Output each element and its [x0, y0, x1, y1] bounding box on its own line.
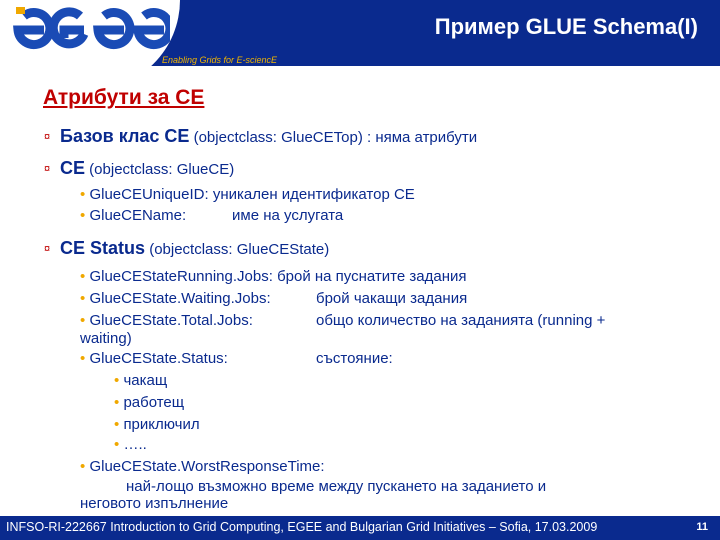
- slide-header: [0, 0, 720, 66]
- state-attr-total-cont: waiting): [80, 330, 132, 347]
- state-attr-waiting: • GlueCEState.Waiting.Jobs: брой чакащи задания: [80, 290, 468, 307]
- bullet-icon: ¤: [44, 243, 51, 255]
- state-attr-status: • GlueCEState.Status: състояние:: [80, 350, 393, 367]
- slide-footer: [0, 516, 720, 540]
- bullet-icon: ¤: [44, 163, 51, 175]
- status-value: • чакащ: [114, 372, 168, 389]
- state-attr-worst-time: • GlueCEState.WorstResponseTime:: [80, 458, 325, 475]
- worst-time-desc: най-лощо възможно време между пускането на заданието и: [126, 478, 547, 495]
- footer-text: INFSO-RI-222667 Introduction to Grid Computing, EGEE and Bulgarian Grid Initiatives – Sofia, 17.03.2009: [6, 520, 598, 534]
- bullet-icon: ¤: [44, 131, 51, 143]
- bullet-text: CE (objectclass: GlueCE): [60, 158, 235, 178]
- bullet-text: CE Status (objectclass: GlueCEState): [60, 238, 330, 258]
- status-value: • …..: [114, 436, 147, 453]
- page-number: 11: [696, 521, 708, 533]
- egee-logo: [10, 4, 170, 54]
- state-attr-total: • GlueCEState.Total.Jobs: общо количество на заданията (running +: [80, 312, 606, 329]
- slide-title: Пример GLUE Schema(I): [434, 14, 698, 39]
- ce-attr-uniqueid: • GlueCEUniqueID: уникален идентификатор CE: [80, 186, 415, 203]
- worst-time-desc-cont: неговото изпълнение: [80, 495, 229, 512]
- ce-attr-name: • GlueCEName: име на услугата: [80, 207, 344, 224]
- status-value: • приключил: [114, 416, 200, 433]
- egee-logo-icon: [10, 4, 170, 54]
- state-attr-running: • GlueCEStateRunning.Jobs: брой на пуснатите задания: [80, 268, 467, 285]
- tagline: Enabling Grids for E-sciencE: [162, 55, 278, 65]
- bullet-text: Базов клас CE (objectclass: GlueCETop) : няма атрибути: [60, 126, 478, 146]
- status-value: • работещ: [114, 394, 185, 411]
- section-title: Атрибути за CE: [43, 86, 205, 109]
